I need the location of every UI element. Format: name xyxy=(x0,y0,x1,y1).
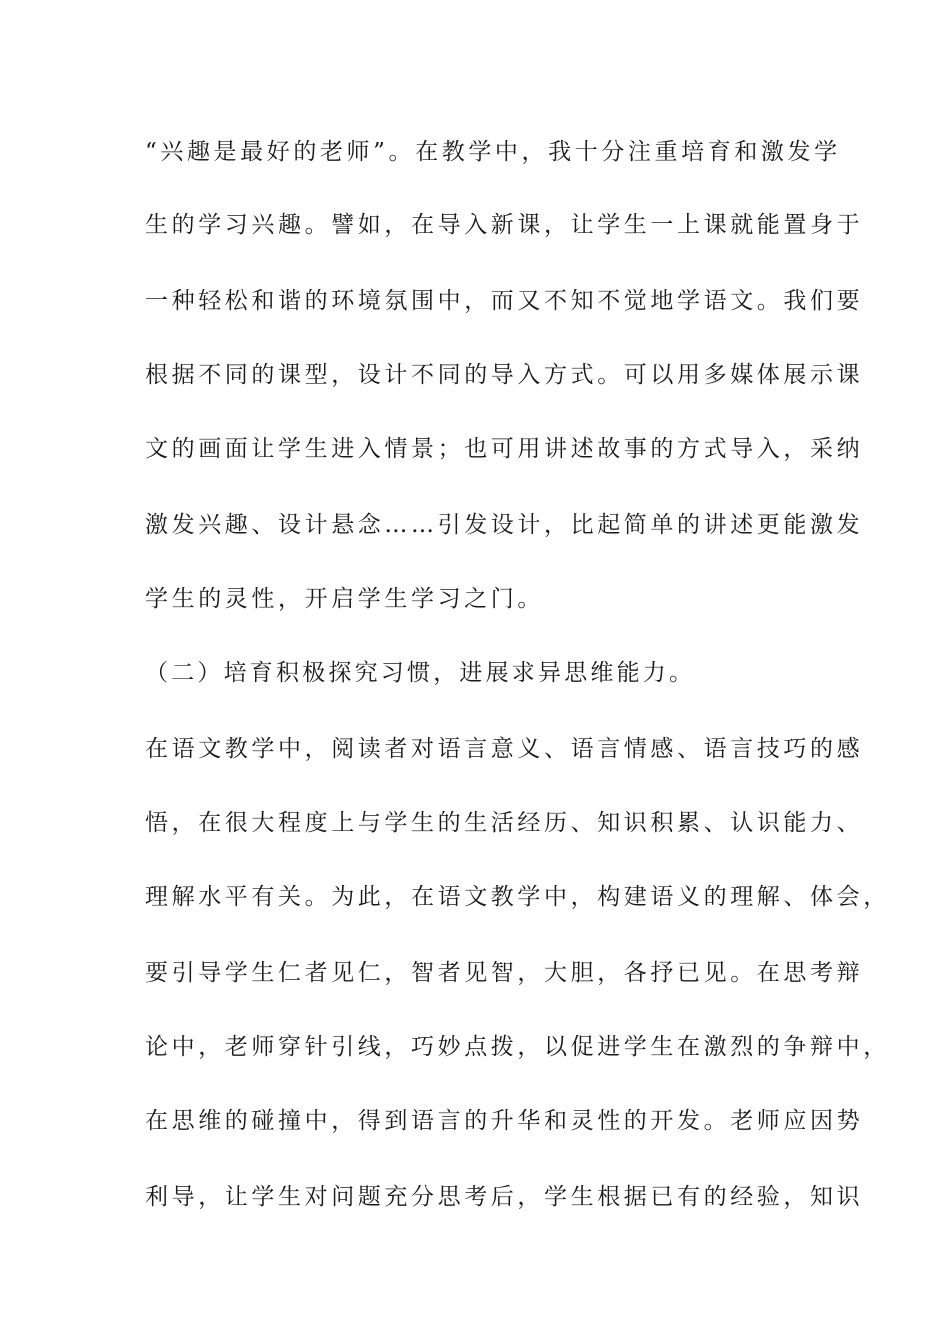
paragraph-2-line-4: 要引导学生仁者见仁，智者见智，大胆，各抒已见。在思考辩 xyxy=(145,960,864,986)
paragraph-1-line-2: 生的学习兴趣。譬如，在导入新课，让学生一上课就能置身于 xyxy=(145,212,864,238)
paragraph-2-line-5: 论中，老师穿针引线，巧妙点拨，以促进学生在激烈的争辩中， xyxy=(145,1034,890,1060)
paragraph-1-line-7: 学生的灵性，开启学生学习之门。 xyxy=(145,586,544,612)
paragraph-2-line-1: 在语文教学中，阅读者对语言意义、语言情感、语言技巧的感 xyxy=(145,736,864,762)
paragraph-2-line-6: 在思维的碰撞中，得到语言的升华和灵性的开发。老师应因势 xyxy=(145,1108,864,1134)
paragraph-2-line-7: 利导，让学生对问题充分思考后，学生根据已有的经验，知识 xyxy=(145,1184,864,1210)
paragraph-1-line-6: 激发兴趣、设计悬念……引发设计，比起简单的讲述更能激发 xyxy=(145,512,864,538)
section-heading: （二）培育积极探究习惯，进展求异思维能力。 xyxy=(145,660,696,686)
paragraph-1-line-1: “兴趣是最好的老师”。在教学中，我十分注重培育和激发学 xyxy=(145,139,841,165)
paragraph-2-line-2: 悟，在很大程度上与学生的生活经历、知识积累、认识能力、 xyxy=(145,810,864,836)
paragraph-2-line-3: 理解水平有关。为此，在语文教学中，构建语义的理解、体会， xyxy=(145,884,890,910)
paragraph-1-line-5: 文的画面让学生进入情景；也可用讲述故事的方式导入，采纳 xyxy=(145,436,864,462)
paragraph-1-line-4: 根据不同的课型，设计不同的导入方式。可以用多媒体展示课 xyxy=(145,362,864,388)
paragraph-1-line-3: 一种轻松和谐的环境氛围中，而又不知不觉地学语文。我们要 xyxy=(145,288,864,314)
